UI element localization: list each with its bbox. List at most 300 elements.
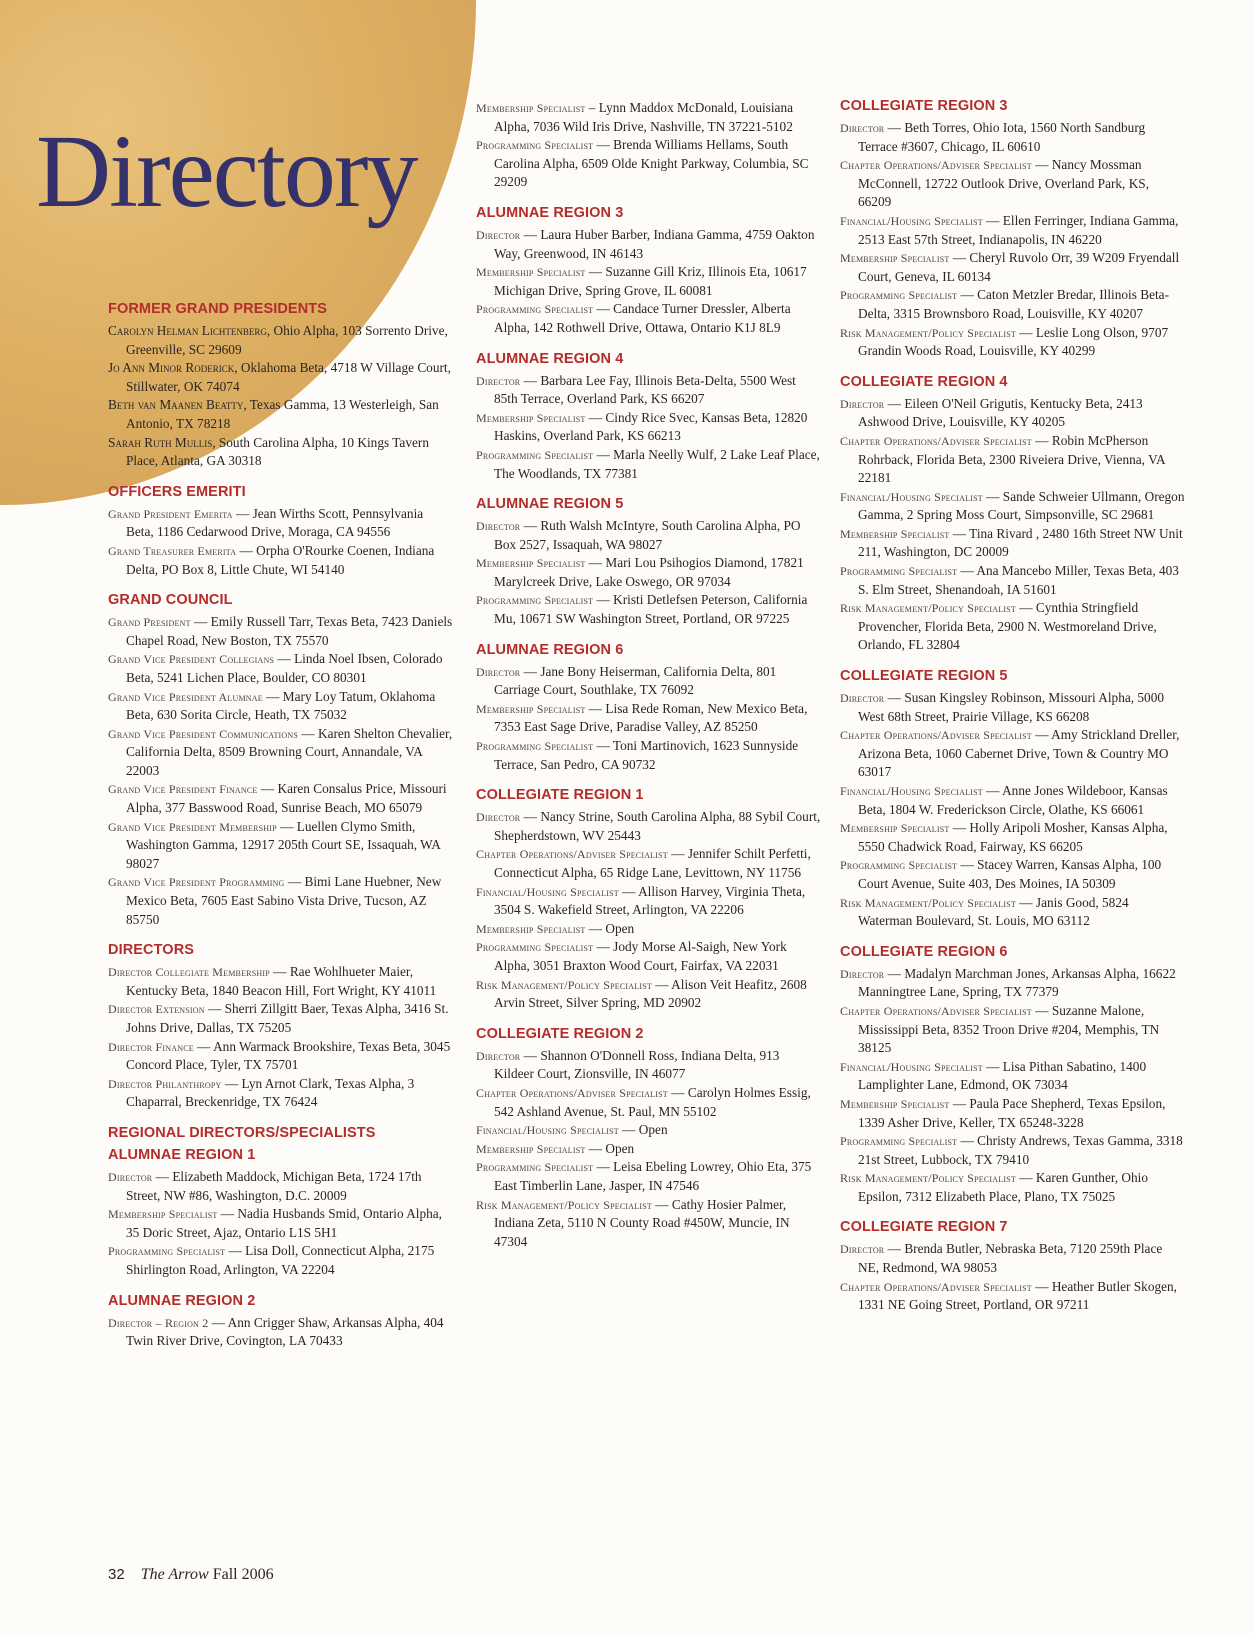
entry-role: Risk Management/Policy Specialist <box>840 601 1016 616</box>
entry-text: Ann Warmack Brookshire, Texas Beta, 3045 Concord Place, Tyler, TX 75701 <box>126 1038 451 1073</box>
entry-separator: — <box>949 525 970 541</box>
entry-text: Karen Shelton Chevalier, California Delta, 8509 Browning Court, Annandale, VA 22003 <box>126 725 453 778</box>
entry-role: Membership Specialist <box>476 410 586 425</box>
entry-role: Chapter Operations/Adviser Specialist <box>476 847 668 862</box>
directory-entry <box>108 1000 453 1037</box>
entry-separator: — <box>651 1196 672 1212</box>
section-heading: COLLEGIATE REGION 2 <box>476 1025 644 1042</box>
entry-role: Programming Specialist <box>476 447 594 462</box>
directory-entry <box>840 488 1185 525</box>
section-heading: ALUMNAE REGION 6 <box>476 641 624 658</box>
entry-separator: — <box>957 1133 978 1149</box>
entry-separator: — <box>949 1095 970 1111</box>
directory-entry <box>476 700 821 737</box>
directory-entry <box>840 1058 1185 1095</box>
magazine-title: The Arrow <box>140 1566 209 1583</box>
directory-entry <box>840 1278 1185 1315</box>
directory-entry <box>476 976 821 1013</box>
entry-text: Cynthia Stringfield Provencher, Florida Beta, 2900 N. Westmoreland Drive, Orlando, FL 32804 <box>858 600 1157 653</box>
section-heading: COLLEGIATE REGION 5 <box>840 668 1008 685</box>
directory-entry <box>840 324 1185 361</box>
directory-entry <box>108 1168 453 1205</box>
entry-separator: — <box>1031 1002 1052 1018</box>
directory-entry <box>108 359 453 396</box>
entry-separator: — <box>585 700 606 716</box>
entry-separator: — <box>1015 324 1036 340</box>
entry-role: Membership Specialist <box>476 701 586 716</box>
entry-separator: — <box>982 1058 1003 1074</box>
entry-role: Programming Specialist <box>840 288 958 303</box>
entry-text: Open <box>605 920 635 936</box>
directory-section <box>108 483 453 579</box>
entry-separator: — <box>298 725 318 741</box>
entry-text: Suzanne Gill Kriz, Illinois Eta, 10617 Michigan Drive, Spring Grove, IL 60081 <box>494 264 807 298</box>
directory-entry <box>840 525 1185 562</box>
entry-text: Lisa Rede Roman, New Mexico Beta, 7353 East Sage Drive, Paradise Valley, AZ 85250 <box>494 700 808 735</box>
directory-entry <box>840 212 1185 249</box>
entry-role: Membership Specialist <box>476 556 586 571</box>
entry-text: Candace Turner Dressler, Alberta Alpha, 142 Rothwell Drive, Ottawa, Ontario K1J 8L9 <box>494 301 791 335</box>
entry-text: Emily Russell Tarr, Texas Beta, 7423 Daniels Chapel Road, New Boston, TX 75570 <box>126 614 453 648</box>
entry-text: Mary Loy Tatum, Oklahoma Beta, 630 Sorita Circle, Heath, TX 75032 <box>126 688 436 723</box>
entry-role: Grand Treasurer Emerita <box>108 543 237 558</box>
entry-role: Programming Specialist <box>476 1160 594 1175</box>
entry-separator: — <box>276 818 297 834</box>
entry-role: Director Collegiate Membership <box>108 965 270 980</box>
entry-text: Stacey Warren, Kansas Alpha, 100 Court Avenue, Suite 403, Des Moines, IA 50309 <box>858 857 1162 891</box>
directory-entry <box>476 591 821 628</box>
entry-text: Sande Schweier Ullmann, Oregon Gamma, 2 Spring Moss Court, Simpsonville, SC 29681 <box>858 488 1185 523</box>
section-heading: FORMER GRAND PRESIDENTS <box>108 301 328 317</box>
section-heading: COLLEGIATE REGION 7 <box>840 1219 1008 1236</box>
entry-separator: — <box>1015 894 1036 910</box>
entry-separator: — <box>593 301 614 317</box>
directory-section <box>476 786 821 1013</box>
directory-entry <box>108 505 453 542</box>
entry-role: Director – Region 2 <box>108 1315 209 1330</box>
entry-text: Open <box>605 1140 635 1156</box>
section-heading: GRAND COUNCIL <box>108 592 233 609</box>
entry-role: Grand President Emerita <box>108 506 233 521</box>
directory-section <box>476 350 821 484</box>
directory-entry <box>476 263 821 300</box>
section-heading: ALUMNAE REGION 2 <box>108 1292 256 1309</box>
entry-role: Director <box>840 966 885 981</box>
directory-entry <box>476 1158 821 1195</box>
entry-text: Luellen Clymo Smith, Washington Gamma, 12917 205th Court SE, Issaquah, WA 98027 <box>126 818 441 871</box>
entry-role: Membership Specialist <box>476 101 586 115</box>
entry-text: Allison Harvey, Virginia Theta, 3504 S. Wakefield Street, Arlington, VA 22206 <box>494 883 806 918</box>
entry-role: Risk Management/Policy Specialist <box>476 977 652 992</box>
entry-role: Financial/Housing Specialist <box>840 213 983 228</box>
entry-role: Financial/Housing Specialist <box>476 884 619 899</box>
entry-separator: — <box>274 651 295 667</box>
entry-separator: — <box>593 939 614 955</box>
entry-separator: — <box>957 287 978 303</box>
entry-separator: — <box>585 409 606 425</box>
entry-role: Director <box>108 1169 153 1184</box>
entry-separator: — <box>520 372 541 388</box>
directory-entry <box>108 1038 453 1075</box>
entry-role: Director <box>840 1242 885 1257</box>
section-heading: ALUMNAE REGION 3 <box>476 204 624 221</box>
entry-text: Toni Martinovich, 1623 Sunnyside Terrace, San Pedro, CA 90732 <box>494 738 799 772</box>
entry-separator: — <box>618 1122 639 1138</box>
entry-role: Membership Specialist <box>840 251 950 266</box>
entry-role: Programming Specialist <box>108 1244 226 1259</box>
entry-text: Leslie Long Olson, 9707 Grandin Woods Road, Louisville, KY 40299 <box>858 324 1169 359</box>
entry-role: Risk Management/Policy Specialist <box>476 1197 652 1212</box>
entry-text: Amy Strickland Dreller, Arizona Beta, 1060 Cabernet Drive, Town & Country MO 63017 <box>858 727 1180 780</box>
entry-separator: — <box>585 264 606 280</box>
entry-text: Nadia Husbands Smid, Ontario Alpha, 35 Doric Street, Ajaz, Ontario L1S 5H1 <box>126 1206 443 1240</box>
entry-separator: — <box>585 920 606 936</box>
entry-role: Chapter Operations/Adviser Specialist <box>840 1003 1032 1018</box>
directory-entry <box>840 562 1185 599</box>
directory-entry <box>476 1196 821 1252</box>
directory-entry <box>476 554 821 591</box>
entry-role: Membership Specialist <box>476 1141 586 1156</box>
directory-entry <box>108 963 453 1000</box>
entry-separator: — <box>949 250 970 266</box>
entry-text: Shannon O'Donnell Ross, Indiana Delta, 913 Kildeer Court, Zionsville, IN 46077 <box>494 1047 780 1082</box>
entry-separator: — <box>593 592 614 608</box>
directory-column-3 <box>840 97 1185 1327</box>
entry-role: Chapter Operations/Adviser Specialist <box>840 433 1032 448</box>
directory-entry <box>840 1240 1185 1277</box>
directory-entry <box>476 1047 821 1084</box>
entry-role: Director <box>840 396 885 411</box>
entry-text: Ruth Walsh McIntyre, South Carolina Alpha, PO Box 2527, Issaquah, WA 98027 <box>494 518 801 552</box>
entry-text: Robin McPherson Rohrback, Florida Beta, 2300 Riveiera Drive, Vienna, VA 22181 <box>858 432 1165 486</box>
entry-separator: — <box>667 846 688 862</box>
entry-separator: — <box>667 1084 688 1100</box>
entry-text: Bimi Lane Huebner, New Mexico Beta, 7605 East Sabino Vista Drive, Tucson, AZ 85750 <box>126 874 442 927</box>
entry-role: Director <box>840 691 885 706</box>
directory-entry <box>476 1084 821 1121</box>
entry-text: Madalyn Marchman Jones, Arkansas Alpha, 16622 Manningtree Lane, Spring, TX 77379 <box>858 965 1176 1000</box>
entry-text: Alison Veit Heafitz, 2608 Arvin Street, Silver Spring, MD 20902 <box>494 976 807 1011</box>
entry-text: Eileen O'Neil Grigutis, Kentucky Beta, 2413 Ashwood Drive, Louisville, KY 40205 <box>858 395 1143 430</box>
entry-role: Director <box>840 121 885 135</box>
directory-section <box>476 99 821 192</box>
entry-text: Karen Gunther, Ohio Epsilon, 7312 Elizabeth Place, Plano, TX 75025 <box>858 1170 1148 1204</box>
entry-text: Brenda Butler, Nebraska Beta, 7120 259th Place NE, Redmond, WA 98053 <box>858 1241 1163 1276</box>
entry-separator: — <box>1031 157 1052 173</box>
entry-text: Suzanne Malone, Mississippi Beta, 8352 Troon Drive #204, Memphis, TN 38125 <box>858 1002 1160 1056</box>
entry-text: Holly Aripoli Mosher, Kansas Alpha, 5550 Chadwick Road, Fairway, KS 66205 <box>858 820 1168 854</box>
entry-separator: — <box>262 688 283 704</box>
entry-text: Marla Neelly Wulf, 2 Lake Leaf Place, The Woodlands, TX 77381 <box>494 446 820 481</box>
entry-role: Director Philanthropy <box>108 1076 222 1091</box>
entry-separator: — <box>884 690 905 706</box>
entry-text: Janis Good, 5824 Waterman Boulevard, St. Louis, MO 63112 <box>858 894 1129 929</box>
directory-entry <box>476 1121 821 1140</box>
directory-entry <box>476 845 821 882</box>
entry-separator: — <box>1015 600 1036 616</box>
section-subheading: ALUMNAE REGION 1 <box>108 1146 256 1163</box>
entry-text: Ohio Alpha, 103 Sorrento Drive, Greenville, SC 29609 <box>126 323 448 357</box>
entry-text: Nancy Strine, South Carolina Alpha, 88 Sybil Court, Shepherdstown, WV 25443 <box>494 809 821 843</box>
entry-separator: — <box>520 1047 541 1063</box>
directory-entry <box>476 663 821 700</box>
directory-section <box>840 667 1185 931</box>
entry-name: Carolyn Helman Lichtenberg, <box>108 323 271 338</box>
entry-role: Programming Specialist <box>476 940 594 955</box>
directory-entry <box>108 542 453 579</box>
entry-role: Programming Specialist <box>840 858 958 873</box>
directory-entry <box>476 446 821 483</box>
entry-role: Director <box>476 664 521 679</box>
section-heading: COLLEGIATE REGION 4 <box>840 373 1008 390</box>
entry-text: Beth Torres, Ohio Iota, 1560 North Sandburg Terrace #3607, Chicago, IL 60610 <box>858 120 1146 154</box>
entry-separator: — <box>593 738 613 754</box>
entry-text: Lisa Pithan Sabatino, 1400 Lamplighter Lane, Edmond, OK 73034 <box>858 1058 1147 1093</box>
entry-text: Elizabeth Maddock, Michigan Beta, 1724 17th Street, NW #86, Washington, D.C. 20009 <box>126 1168 422 1203</box>
directory-section <box>108 300 453 471</box>
directory-column-2 <box>476 99 821 1263</box>
entry-text: Heather Butler Skogen, 1331 NE Going Street, Portland, OR 97211 <box>858 1278 1178 1313</box>
directory-entry <box>476 372 821 409</box>
section-heading: COLLEGIATE REGION 3 <box>840 98 1008 114</box>
directory-entry <box>476 883 821 920</box>
entry-text: Laura Huber Barber, Indiana Gamma, 4759 Oakton Way, Greenwood, IN 46143 <box>494 226 815 261</box>
entry-separator: — <box>520 663 541 679</box>
entry-separator: — <box>585 1140 606 1156</box>
entry-separator: — <box>593 446 614 462</box>
directory-column-1 <box>108 300 453 1363</box>
entry-separator: — <box>225 1243 246 1259</box>
directory-entry <box>108 1075 453 1112</box>
entry-text: Orpha O'Rourke Coenen, Indiana Delta, PO Box 8, Little Chute, WI 54140 <box>126 542 435 577</box>
directory-entry <box>108 1205 453 1242</box>
page-title: Directory <box>36 114 417 229</box>
entry-text: Jean Wirths Scott, Pennsylvania Beta, 1186 Cedarwood Drive, Moraga, CA 94556 <box>126 505 424 540</box>
entry-role: Membership Specialist <box>476 921 586 936</box>
entry-role: Programming Specialist <box>476 593 594 608</box>
entry-role: Grand Vice President Membership <box>108 819 277 834</box>
entry-role: Chapter Operations/Adviser Specialist <box>840 1279 1032 1294</box>
entry-text: Ellen Ferringer, Indiana Gamma, 2513 East 57th Street, Indianapolis, IN 46220 <box>858 212 1179 247</box>
directory-entry <box>840 894 1185 931</box>
entry-text: Mari Lou Psihogios Diamond, 17821 Marylcreek Drive, Lake Oswego, OR 97034 <box>494 555 804 589</box>
entry-text: Open <box>638 1122 668 1138</box>
directory-entry <box>476 1140 821 1159</box>
entry-role: Director <box>476 810 521 825</box>
entry-separator: — <box>232 505 253 521</box>
directory-entry <box>840 119 1185 156</box>
entry-text: Linda Noel Ibsen, Colorado Beta, 5241 Lichen Place, Boulder, CO 80301 <box>126 651 443 685</box>
directory-entry <box>476 226 821 263</box>
directory-entry <box>476 409 821 446</box>
entry-text: Cheryl Ruvolo Orr, 39 W209 Fryendall Court, Geneva, IL 60134 <box>858 250 1180 284</box>
entry-role: Director <box>476 227 521 242</box>
entry-text: Cindy Rice Svec, Kansas Beta, 12820 Haskins, Overland Park, KS 66213 <box>494 409 808 444</box>
directory-entry <box>840 432 1185 488</box>
entry-role: Membership Specialist <box>108 1207 218 1222</box>
entry-role: Chapter Operations/Adviser Specialist <box>476 1085 668 1100</box>
entry-text: Texas Gamma, 13 Westerleigh, San Antonio, TX 78218 <box>126 397 439 431</box>
directory-section <box>840 97 1185 361</box>
entry-text: Rae Wohlhueter Maier, Kentucky Beta, 1840 Beacon Hill, Fort Wright, KY 41011 <box>126 964 437 998</box>
directory-entry <box>840 819 1185 856</box>
entry-separator: — <box>1031 1278 1052 1294</box>
entry-text: Brenda Williams Hellams, South Carolina Alpha, 6509 Olde Knight Parkway, Columbia, SC 29209 <box>494 137 809 190</box>
directory-entry <box>840 599 1185 655</box>
section-heading: COLLEGIATE REGION 1 <box>476 787 644 804</box>
entry-role: Grand Vice President Collegians <box>108 652 275 667</box>
section-heading: ALUMNAE REGION 5 <box>476 496 624 513</box>
entry-text: Ana Mancebo Miller, Texas Beta, 403 S. Elm Street, Shenandoah, IA 51601 <box>858 563 1179 597</box>
entry-text: Cathy Hosier Palmer, Indiana Zeta, 5110 N County Road #450W, Muncie, IN 47304 <box>494 1196 790 1249</box>
entry-separator: — <box>1031 432 1052 448</box>
entry-text: Jody Morse Al-Saigh, New York Alpha, 3051 Braxton Wood Court, Fairfax, VA 22031 <box>494 939 787 973</box>
entry-text: Caton Metzler Bredar, Illinois Beta-Delta, 3315 Brownsboro Road, Louisville, KY 40207 <box>858 287 1170 321</box>
directory-section <box>476 641 821 775</box>
directory-entry <box>840 249 1185 286</box>
directory-entry <box>108 1314 453 1351</box>
directory-entry <box>476 737 821 774</box>
entry-text: Jennifer Schilt Perfetti, Connecticut Alpha, 65 Ridge Lane, Levittown, NY 11756 <box>494 846 811 880</box>
entry-role: Programming Specialist <box>840 1134 958 1149</box>
directory-entry <box>840 726 1185 782</box>
directory-entry <box>476 920 821 939</box>
entry-role: Director <box>476 519 521 534</box>
entry-role: Membership Specialist <box>840 1096 950 1111</box>
directory-section <box>108 591 453 929</box>
section-heading: OFFICERS EMERITI <box>108 483 246 500</box>
entry-text: Carolyn Holmes Essig, 542 Ashland Avenue, St. Paul, MN 55102 <box>494 1084 811 1119</box>
entry-role: Chapter Operations/Adviser Specialist <box>840 728 1032 743</box>
directory-entry <box>840 1132 1185 1169</box>
entry-text: Nancy Mossman McConnell, 12722 Outlook Drive, Overland Park, KS, 66209 <box>858 157 1150 210</box>
entry-text: Karen Consalus Price, Missouri Alpha, 377 Basswood Road, Sunrise Beach, MO 65079 <box>126 781 447 816</box>
entry-name: Sarah Ruth Mullis, <box>108 434 216 450</box>
directory-entry <box>108 1242 453 1279</box>
entry-text: South Carolina Alpha, 10 Kings Tavern Place, Atlanta, GA 30318 <box>126 434 429 469</box>
entry-text: Paula Pace Shepherd, Texas Epsilon, 1339 Asher Drive, Keller, TX 65248-3228 <box>858 1095 1166 1130</box>
directory-section <box>108 1124 453 1280</box>
entry-role: Director Finance <box>108 1039 194 1054</box>
directory-entry <box>476 99 821 136</box>
entry-role: Chapter Operations/Adviser Specialist <box>840 158 1032 173</box>
entry-separator: — <box>949 820 970 836</box>
directory-entry <box>840 286 1185 323</box>
directory-entry <box>840 1095 1185 1132</box>
entry-role: Programming Specialist <box>840 564 958 579</box>
entry-role: Grand Vice President Programming <box>108 875 285 890</box>
entry-separator: — <box>884 1241 905 1257</box>
directory-entry <box>476 808 821 845</box>
entry-separator: — <box>593 1159 614 1175</box>
entry-separator: — <box>193 1038 214 1054</box>
entry-separator: — <box>520 518 541 534</box>
entry-text: Ann Crigger Shaw, Arkansas Alpha, 404 Twin River Drive, Covington, LA 70433 <box>126 1314 444 1349</box>
entry-role: Grand Vice President Communications <box>108 726 299 741</box>
entry-separator: — <box>257 781 278 797</box>
entry-separator: — <box>651 976 672 992</box>
entry-role: Membership Specialist <box>476 265 586 280</box>
directory-entry <box>108 780 453 817</box>
directory-entry <box>108 688 453 725</box>
entry-separator: — <box>982 212 1003 228</box>
entry-text: Leisa Ebeling Lowrey, Ohio Eta, 375 East Timberlin Lane, Jasper, IN 47546 <box>494 1159 812 1193</box>
entry-role: Programming Specialist <box>476 302 594 317</box>
directory-entry <box>476 517 821 554</box>
directory-entry <box>476 136 821 192</box>
directory-entry <box>840 1002 1185 1058</box>
directory-section <box>840 373 1185 655</box>
entry-separator: — <box>957 857 978 873</box>
entry-name: Jo Ann Minor Roderick, <box>108 360 238 376</box>
entry-text: Lyn Arnot Clark, Texas Alpha, 3 Chaparral, Breckenridge, TX 76424 <box>126 1075 415 1110</box>
page-footer <box>108 1566 274 1584</box>
entry-role: Financial/Housing Specialist <box>476 1123 619 1138</box>
directory-section <box>840 1218 1185 1314</box>
section-heading: COLLEGIATE REGION 6 <box>840 943 1008 960</box>
directory-section <box>840 943 1185 1207</box>
directory-entry <box>476 300 821 337</box>
entry-separator: — <box>520 226 541 242</box>
entry-separator: — <box>520 809 541 825</box>
entry-text: Lisa Doll, Connecticut Alpha, 2175 Shirlington Road, Arlington, VA 22204 <box>126 1243 435 1277</box>
entry-separator: — <box>236 542 257 558</box>
entry-text: Kristi Detlefsen Peterson, California Mu, 10671 SW Washington Street, Portland, OR 97225 <box>494 592 808 627</box>
entry-role: Director <box>476 1048 521 1063</box>
entry-separator: — <box>1031 727 1052 743</box>
entry-role: Risk Management/Policy Specialist <box>840 325 1016 340</box>
entry-text: Christy Andrews, Texas Gamma, 3318 21st Street, Lubbock, TX 79410 <box>858 1133 1183 1167</box>
directory-entry <box>840 156 1185 212</box>
entry-role: Membership Specialist <box>840 821 950 836</box>
entry-text: Lynn Maddox McDonald, Louisiana Alpha, 7036 Wild Iris Drive, Nashville, TN 37221-5102 <box>494 100 794 134</box>
entry-role: Risk Management/Policy Specialist <box>840 1171 1016 1186</box>
entry-role: Grand Vice President Finance <box>108 782 258 797</box>
issue-label: Fall 2006 <box>212 1566 274 1583</box>
directory-entry <box>108 818 453 874</box>
entry-separator: — <box>152 1168 173 1184</box>
directory-entry <box>840 965 1185 1002</box>
directory-entry <box>840 689 1185 726</box>
entry-separator: — <box>269 964 290 980</box>
entry-separator: — <box>585 555 606 571</box>
entry-separator: — <box>217 1206 238 1222</box>
entry-separator: — <box>204 1001 225 1017</box>
directory-entry <box>108 396 453 433</box>
directory-section <box>108 1292 453 1351</box>
directory-section <box>108 941 453 1112</box>
entry-text: Barbara Lee Fay, Illinois Beta-Delta, 5500 West 85th Terrace, Overland Park, KS 66207 <box>494 372 796 407</box>
entry-role: Financial/Housing Specialist <box>840 1059 983 1074</box>
entry-text: Sherri Zillgitt Baer, Texas Alpha, 3416 St. Johns Drive, Dallas, TX 75205 <box>126 1001 449 1035</box>
entry-role: Grand Vice President Alumnae <box>108 689 263 704</box>
entry-role: Risk Management/Policy Specialist <box>840 895 1016 910</box>
entry-text: Oklahoma Beta, 4718 W Village Court, Stillwater, OK 74074 <box>126 360 451 394</box>
entry-separator: — <box>982 488 1003 504</box>
entry-role: Programming Specialist <box>476 138 594 153</box>
entry-separator: – <box>585 100 599 115</box>
directory-entry <box>108 873 453 929</box>
entry-role: Director <box>476 373 521 388</box>
directory-entry <box>108 650 453 687</box>
directory-entry <box>108 725 453 781</box>
entry-separator: — <box>884 120 905 135</box>
entry-separator: — <box>284 874 305 890</box>
directory-entry <box>840 1169 1185 1206</box>
entry-separator: — <box>982 783 1003 798</box>
entry-separator: — <box>618 883 639 899</box>
entry-separator: — <box>1015 1170 1036 1186</box>
